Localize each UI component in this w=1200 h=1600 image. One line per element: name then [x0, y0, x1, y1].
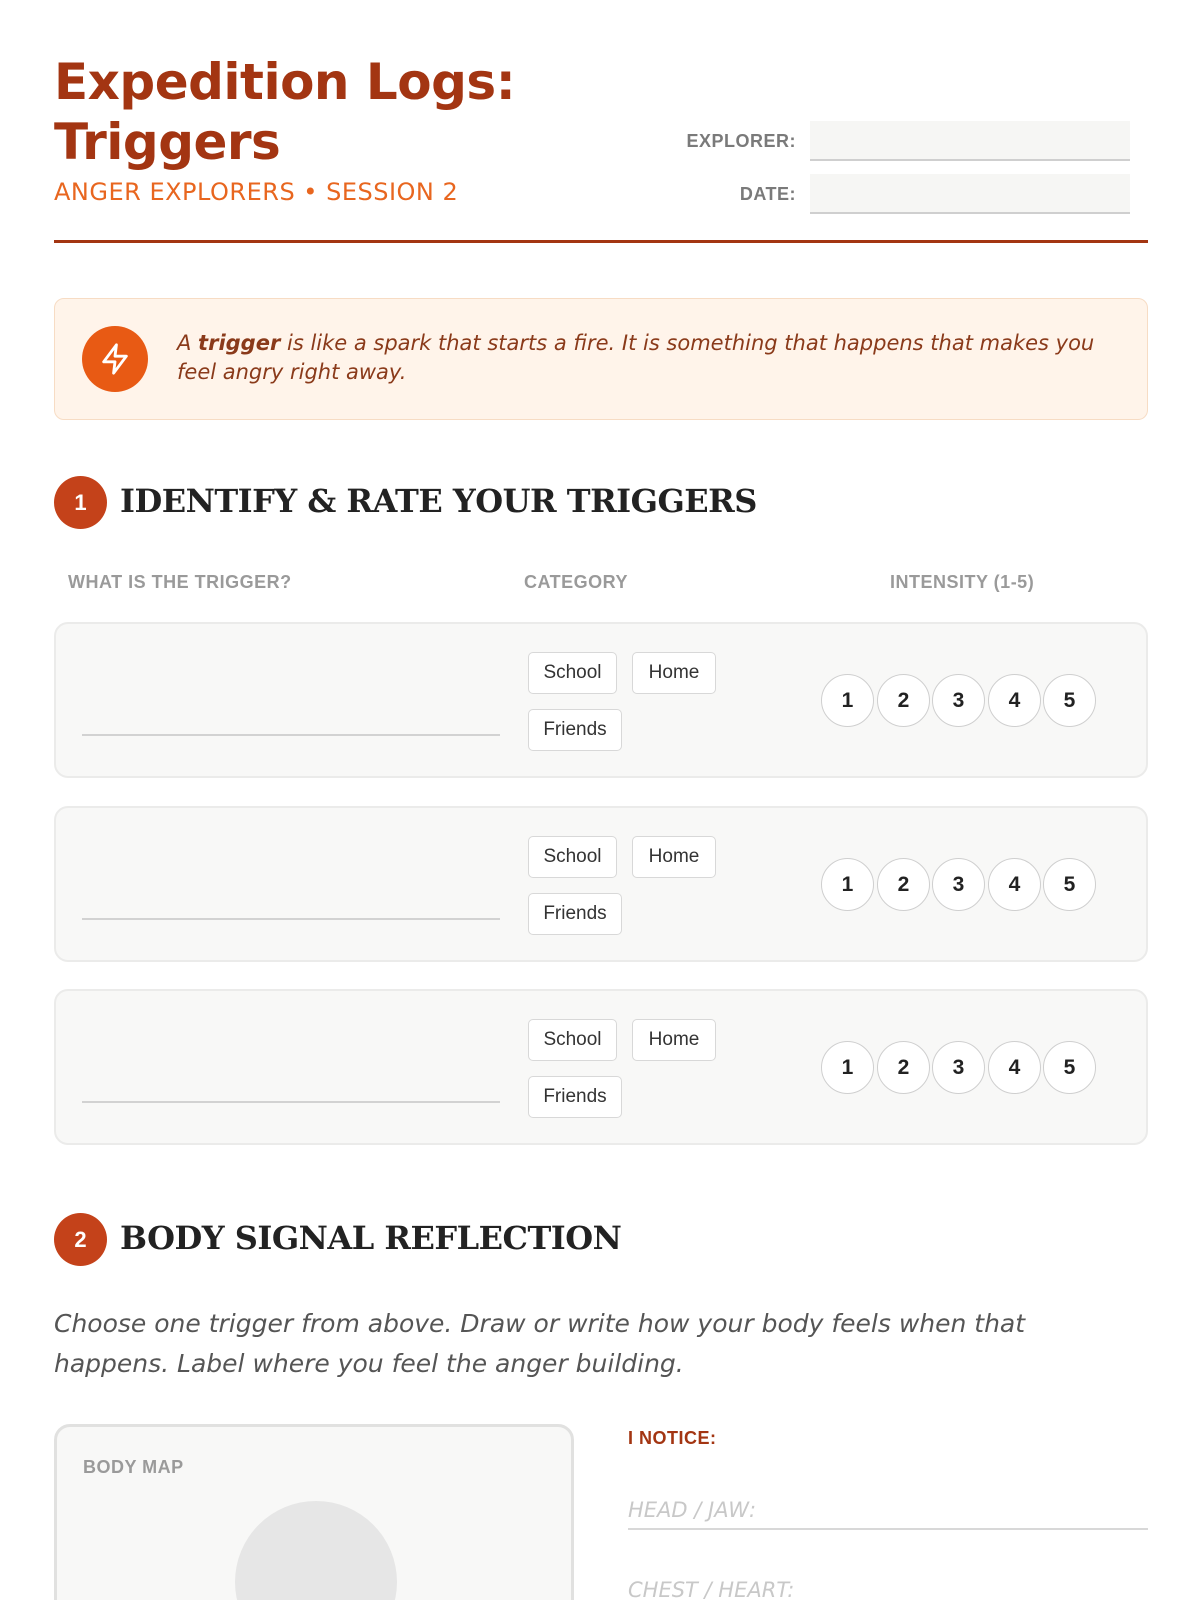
intensity-3-circle[interactable]: 3 — [932, 1041, 985, 1094]
trigger-definition-callout — [54, 298, 1148, 420]
category-school-chip[interactable]: School — [528, 836, 617, 878]
explorer-field[interactable] — [810, 121, 1130, 161]
section-2-badge: 2 — [54, 1213, 107, 1266]
intensity-4-circle[interactable]: 4 — [988, 858, 1041, 911]
callout-text: A trigger is like a spark that starts a fire. It is something that happens that makes you feel angry right away. — [177, 331, 1095, 384]
trigger-row — [54, 806, 1148, 962]
intensity-5-circle[interactable]: 5 — [1043, 1041, 1096, 1094]
section-2-title: BODY SIGNAL REFLECTION — [120, 1219, 622, 1257]
section-1-title: IDENTIFY & RATE YOUR TRIGGERS — [120, 482, 757, 520]
body-map-label: BODY MAP — [83, 1457, 184, 1477]
category-friends-chip[interactable]: Friends — [528, 1076, 622, 1118]
trigger-row — [54, 622, 1148, 778]
header-divider — [54, 240, 1148, 243]
head-jaw-field[interactable]: HEAD / JAW: — [628, 1490, 1148, 1530]
explorer-label: EXPLORER: — [686, 130, 796, 151]
date-field[interactable] — [810, 174, 1130, 214]
intensity-5-circle[interactable]: 5 — [1043, 858, 1096, 911]
category-home-chip[interactable]: Home — [632, 1019, 716, 1061]
explorer-row — [640, 120, 1148, 162]
page-title: Expedition Logs: Triggers — [54, 53, 516, 171]
intensity-3-circle[interactable]: 3 — [932, 674, 985, 727]
reflection-instructions: Choose one trigger from above. Draw or write how your body feels when that happens. Label where you feel the anger building. — [54, 1309, 1026, 1378]
intensity-5-circle[interactable]: 5 — [1043, 674, 1096, 727]
category-home-chip[interactable]: Home — [632, 836, 716, 878]
column-header-category: CATEGORY — [524, 572, 629, 592]
body-map-box[interactable] — [54, 1424, 574, 1600]
callout-keyword: trigger — [198, 331, 281, 355]
body-head-outline — [235, 1501, 397, 1600]
trigger-write-line[interactable] — [82, 918, 500, 920]
intensity-1-circle[interactable]: 1 — [821, 674, 874, 727]
intensity-4-circle[interactable]: 4 — [988, 1041, 1041, 1094]
category-friends-chip[interactable]: Friends — [528, 893, 622, 935]
intensity-2-circle[interactable]: 2 — [877, 674, 930, 727]
category-home-chip[interactable]: Home — [632, 652, 716, 694]
category-friends-chip[interactable]: Friends — [528, 709, 622, 751]
category-school-chip[interactable]: School — [528, 1019, 617, 1061]
intensity-4-circle[interactable]: 4 — [988, 674, 1041, 727]
date-label: DATE: — [739, 183, 796, 204]
column-header-intensity: INTENSITY (1-5) — [890, 572, 1035, 592]
section-1-badge: 1 — [54, 476, 107, 529]
intensity-2-circle[interactable]: 2 — [877, 858, 930, 911]
column-header-trigger: WHAT IS THE TRIGGER? — [68, 572, 292, 592]
chest-heart-field[interactable]: CHEST / HEART: — [628, 1570, 1148, 1600]
intensity-1-circle[interactable]: 1 — [821, 858, 874, 911]
trigger-write-line[interactable] — [82, 734, 500, 736]
trigger-write-line[interactable] — [82, 1101, 500, 1103]
notice-label: I NOTICE: — [628, 1428, 717, 1448]
intensity-3-circle[interactable]: 3 — [932, 858, 985, 911]
lightning-bolt-icon — [82, 326, 148, 392]
intensity-2-circle[interactable]: 2 — [877, 1041, 930, 1094]
intensity-1-circle[interactable]: 1 — [821, 1041, 874, 1094]
page-subtitle: ANGER EXPLORERS • SESSION 2 — [54, 178, 459, 206]
trigger-row — [54, 989, 1148, 1145]
date-row — [640, 173, 1148, 215]
category-school-chip[interactable]: School — [528, 652, 617, 694]
